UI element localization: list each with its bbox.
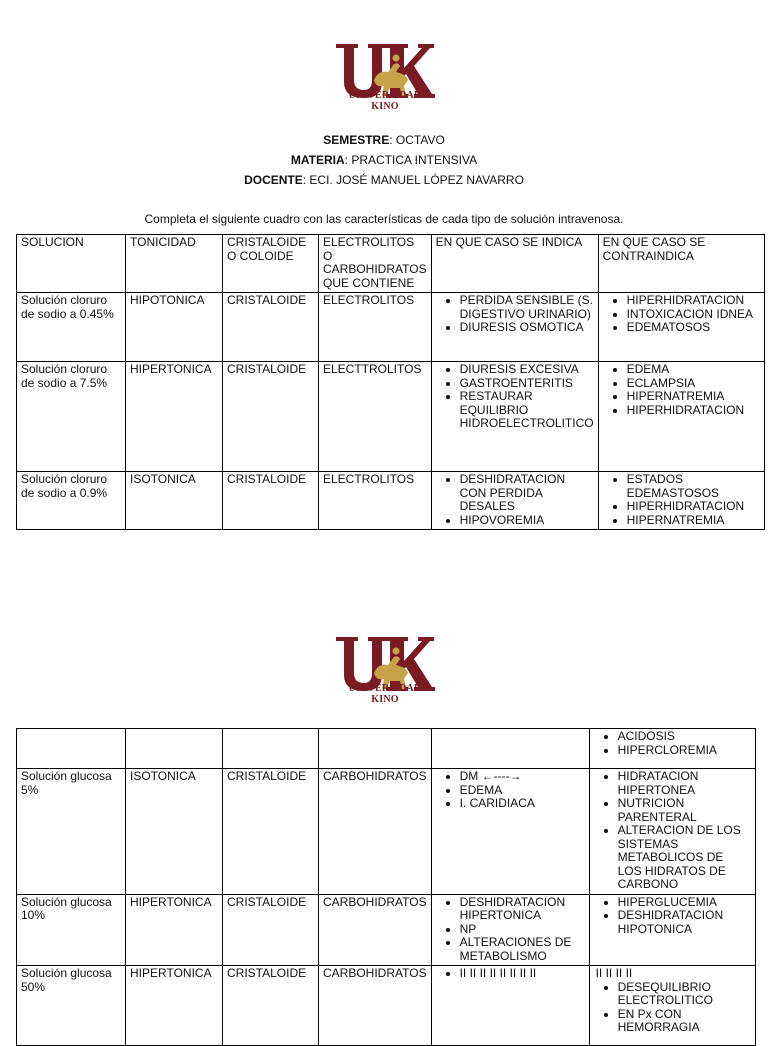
table-row — [17, 729, 756, 769]
contraindica-prefix: II II II II — [595, 966, 633, 980]
list-item: • DESHIDRATACION CON PERDIDA DESALES — [460, 473, 594, 514]
list-item: • ACIDOSIS — [618, 730, 751, 744]
list-item: • RESTAURAR EQUILIBRIO HIDROELECTROLITICO — [460, 390, 594, 431]
list-item: • HIDRATACION HIPERTONEA — [618, 770, 751, 797]
cell-contraindica — [589, 729, 755, 769]
cell-contraindica — [589, 894, 755, 966]
logo-text: UNIVERSIDAD KINO — [348, 683, 422, 705]
list-item: • DESHIDRATACION HIPOTONICA — [618, 909, 751, 936]
cell-indica — [431, 894, 589, 966]
col-header-tipo: CRISTALOIDE O COLOIDE — [223, 235, 319, 293]
logo-text: UNIVERSIDAD KINO — [348, 90, 422, 112]
list-item: • NUTRICION PARENTERAL — [618, 797, 751, 824]
cell-solucion: Solución cloruro de sodio a 0.9% — [17, 472, 126, 530]
materia-line — [0, 153, 768, 167]
table-row — [17, 362, 765, 472]
cell-tipo: CRISTALOIDE — [223, 472, 319, 530]
docente-value: : ECI. JOSÉ MANUEL LÓPEZ NAVARRO — [302, 173, 524, 187]
cell-indica — [431, 769, 589, 895]
list-item: • EDEMA — [460, 784, 585, 798]
materia-label: MATERIA — [290, 153, 345, 167]
cell-contenido: ELECTROLITOS — [319, 472, 432, 530]
cell-indica — [431, 293, 598, 362]
cell-contenido: CARBOHIDRATOS — [319, 769, 432, 895]
cell-solucion: Solución glucosa 5% — [17, 769, 126, 895]
list-item: • EN Px CON HEMORRAGIA — [618, 1008, 751, 1035]
cell-solucion: Solución cloruro de sodio a 0.45% — [17, 293, 126, 362]
universidad-kino-logo — [334, 633, 436, 705]
list-item: • DM ←----→ — [460, 770, 585, 784]
cell-tonicidad: HIPERTONICA — [126, 894, 223, 966]
cell-indica — [431, 472, 598, 530]
table-header-row — [17, 235, 765, 293]
cell-contraindica — [598, 362, 764, 472]
list-item: • DIURESIS EXCESIVA — [460, 363, 594, 377]
semestre-line — [0, 133, 768, 147]
cell-tonicidad: ISOTONICA — [126, 769, 223, 895]
table-row — [17, 472, 765, 530]
cell-contenido: CARBOHIDRATOS — [319, 894, 432, 966]
solutions-table-2 — [16, 728, 756, 1046]
cell-tipo: CRISTALOIDE — [223, 362, 319, 472]
list-item: • DESHIDRATACION HIPERTONICA — [460, 896, 585, 923]
list-item: • NP — [460, 923, 585, 937]
list-item: • HIPERCLOREMIA — [618, 744, 751, 758]
col-header-tonicidad: TONICIDAD — [126, 235, 223, 293]
cell-indica — [431, 966, 589, 1046]
list-item: • HIPERNATREMIA — [627, 514, 760, 528]
cell-solucion: Solución glucosa 50% — [17, 966, 126, 1046]
cell-tipo: CRISTALOIDE — [223, 966, 319, 1046]
semestre-value: : OCTAVO — [389, 133, 445, 147]
col-header-contenido: ELECTROLITOS O CARBOHIDRATOS QUE CONTIENE — [319, 235, 432, 293]
cell-tipo: CRISTALOIDE — [223, 769, 319, 895]
list-item: • INTOXICACION IDNEA — [627, 308, 760, 322]
docente-line — [0, 173, 768, 187]
list-item: • HIPERHIDRATACION — [627, 404, 760, 418]
cell-contenido: CARBOHIDRATOS — [319, 966, 432, 1046]
cell-solucion: Solución cloruro de sodio a 7.5% — [17, 362, 126, 472]
universidad-kino-logo — [334, 40, 436, 112]
list-item: • DESEQUILIBRIO ELECTROLITICO — [618, 981, 751, 1008]
col-header-solucion: SOLUCION — [17, 235, 126, 293]
cell-tipo: CRISTALOIDE — [223, 894, 319, 966]
list-item: • ALTERACION DE LOS SISTEMAS METABOLICOS DE LOS HIDRATOS DE CARBONO — [618, 824, 751, 892]
col-header-indica: EN QUE CASO SE INDICA — [431, 235, 598, 293]
list-item: • EDEMATOSOS — [627, 321, 760, 335]
list-item: • HIPERNATREMIA — [627, 390, 760, 404]
semestre-label: SEMESTRE — [323, 133, 390, 147]
list-item: • EDEMA — [627, 363, 760, 377]
table-row — [17, 293, 765, 362]
cell-tipo: CRISTALOIDE — [223, 293, 319, 362]
cell-contraindica — [589, 769, 755, 895]
cell-tonicidad: ISOTONICA — [126, 472, 223, 530]
table-row — [17, 966, 756, 1046]
cell-tonicidad: HIPOTONICA — [126, 293, 223, 362]
list-item: • II II II II II II II II — [460, 967, 585, 981]
list-item: • HIPOVOREMIA — [460, 514, 594, 528]
cell-solucion: Solución glucosa 10% — [17, 894, 126, 966]
list-item: • ESTADOS EDEMASTOSOS — [627, 473, 760, 500]
list-item: • PERDIDA SENSIBLE (S. DIGESTIVO URINARIO) — [460, 294, 594, 321]
table-row — [17, 769, 756, 895]
list-item: • HIPERHIDRATACION — [627, 294, 760, 308]
list-item: • ECLAMPSIA — [627, 377, 760, 391]
list-item: • HIPERGLUCEMIA — [618, 896, 751, 910]
table-row — [17, 894, 756, 966]
list-item: • I. CARIDIACA — [460, 797, 585, 811]
cell-contenido: ELECTTROLITOS — [319, 362, 432, 472]
instructions-text: Completa el siguiente cuadro con las características de cada tipo de solución intravenosa. — [144, 212, 624, 226]
col-header-contraindica: EN QUE CASO SE CONTRAINDICA — [598, 235, 764, 293]
cell-contraindica — [598, 472, 764, 530]
cell-tonicidad: HIPERTONICA — [126, 362, 223, 472]
cell-contraindica — [598, 293, 764, 362]
cell-indica — [431, 362, 598, 472]
docente-label: DOCENTE — [244, 173, 303, 187]
cell-tonicidad: HIPERTONICA — [126, 966, 223, 1046]
materia-value: : PRACTICA INTENSIVA — [344, 153, 478, 167]
cell-contenido: ELECTROLITOS — [319, 293, 432, 362]
cell-contraindica — [589, 966, 755, 1046]
solutions-table-1 — [16, 234, 765, 530]
list-item: • GASTROENTERITIS — [460, 377, 594, 391]
list-item: • ALTERACIONES DE METABOLISMO — [460, 936, 585, 963]
list-item: • HIPERHIDRATACION — [627, 500, 760, 514]
list-item: • DIURESIS OSMOTICA — [460, 321, 594, 335]
